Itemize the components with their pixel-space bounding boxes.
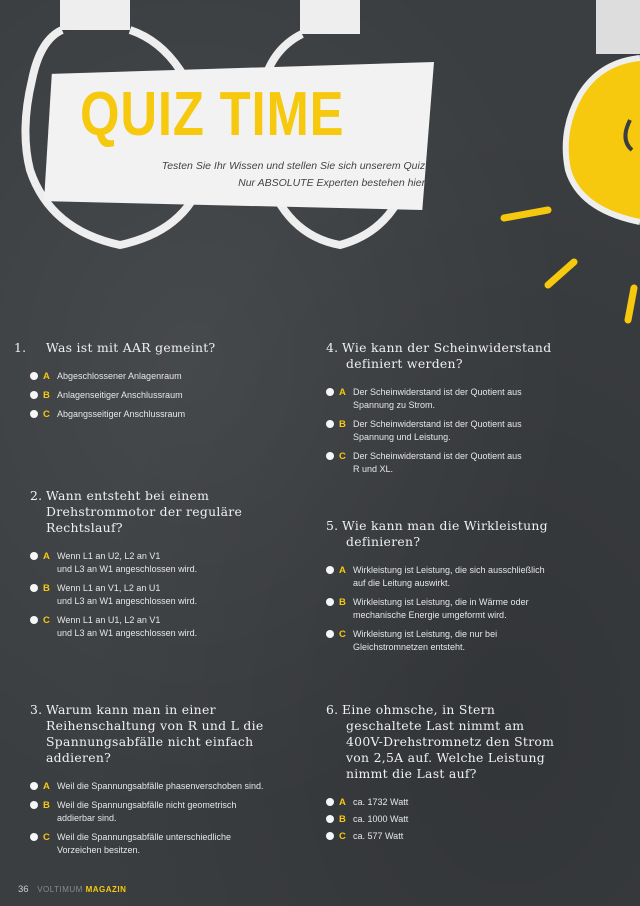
bullet-icon <box>326 832 334 840</box>
question-text: 2. Wann entsteht bei einem Drehstrommotor der reguläre Rechtslauf? <box>30 488 243 535</box>
question-text: 6. Eine ohmsche, in Stern geschaltete Last nimmt am 400V-Drehstromnetz den Strom von 2,5A auf. Welche Leistung nimmt die Last auf? <box>326 702 555 781</box>
bullet-icon <box>326 420 334 428</box>
answer-option[interactable]: A Wenn L1 an U2, L2 an V1 und L3 an W1 angeschlossen wird. <box>30 550 300 576</box>
subtitle: Testen Sie Ihr Wissen und stellen Sie sich unserem Quiz. Nur ABSOLUTE Experten bestehen hier! <box>161 160 428 189</box>
bullet-icon <box>30 391 38 399</box>
answer-option[interactable]: A Weil die Spannungsabfälle phasenverschoben sind. <box>30 780 310 793</box>
answer-option[interactable]: A Abgeschlossener Anlagenraum <box>30 370 300 383</box>
magazine-brand: VOLTIMUM MAGAZIN <box>37 885 127 894</box>
bullet-icon <box>326 815 334 823</box>
answer-option[interactable]: C Abgangsseitiger Anschlussraum <box>30 408 300 421</box>
question-3 <box>30 702 310 863</box>
answer-option[interactable]: C ca. 577 Watt <box>326 830 616 843</box>
bullet-icon <box>326 566 334 574</box>
bullet-icon <box>30 616 38 624</box>
bullet-icon <box>326 452 334 460</box>
answer-option[interactable]: B Der Scheinwiderstand ist der Quotient aus Spannung und Leistung. <box>326 418 616 444</box>
bullet-icon <box>326 798 334 806</box>
answer-option[interactable]: A Der Scheinwiderstand ist der Quotient aus Spannung zu Strom. <box>326 386 616 412</box>
bullet-icon <box>30 782 38 790</box>
bullet-icon <box>326 630 334 638</box>
question-4 <box>326 340 616 482</box>
question-text: 1. Was ist mit AAR gemeint? <box>14 340 216 355</box>
question-1 <box>14 340 300 427</box>
answer-option[interactable]: B Wirkleistung ist Leistung, die in Wärme oder mechanische Energie umgeformt wird. <box>326 596 616 622</box>
bullet-icon <box>326 388 334 396</box>
question-6 <box>326 702 616 847</box>
answer-option[interactable]: C Der Scheinwiderstand ist der Quotient aus R und XL. <box>326 450 616 476</box>
bullet-icon <box>30 801 38 809</box>
question-5 <box>326 518 616 660</box>
answer-option[interactable]: B Wenn L1 an V1, L2 an U1 und L3 an W1 angeschlossen wird. <box>30 582 300 608</box>
answer-option[interactable]: A Wirkleistung ist Leistung, die sich ausschließlich auf die Leitung auswirkt. <box>326 564 616 590</box>
answer-option[interactable]: B Weil die Spannungsabfälle nicht geometrisch addierbar sind. <box>30 799 310 825</box>
bullet-icon <box>326 598 334 606</box>
page-number: 36 <box>18 884 29 895</box>
question-2 <box>30 488 300 646</box>
bullet-icon <box>30 584 38 592</box>
question-text: 3. Warum kann man in einer Reihenschaltung von R und L die Spannungsabfälle nicht einfach addieren? <box>30 702 264 765</box>
question-text: 4. Wie kann der Scheinwiderstand definiert werden? <box>326 340 552 371</box>
answer-option[interactable]: C Weil die Spannungsabfälle unterschiedliche Vorzeichen besitzen. <box>30 831 310 857</box>
quiz-title: QUIZ TIME <box>80 80 345 149</box>
bullet-icon <box>30 833 38 841</box>
bullet-icon <box>30 552 38 560</box>
bulb-right-glowing-icon <box>504 0 640 320</box>
answer-option[interactable]: A ca. 1732 Watt <box>326 796 616 809</box>
bullet-icon <box>30 372 38 380</box>
answer-option[interactable]: B ca. 1000 Watt <box>326 813 616 826</box>
question-text: 5. Wie kann man die Wirkleistung definieren? <box>326 518 548 549</box>
page-footer <box>18 884 126 895</box>
bullet-icon <box>30 410 38 418</box>
answer-option[interactable]: C Wirkleistung ist Leistung, die nur bei Gleichstromnetzen entsteht. <box>326 628 616 654</box>
answer-option[interactable]: B Anlagenseitiger Anschlussraum <box>30 389 300 402</box>
answer-option[interactable]: C Wenn L1 an U1, L2 an V1 und L3 an W1 angeschlossen wird. <box>30 614 300 640</box>
